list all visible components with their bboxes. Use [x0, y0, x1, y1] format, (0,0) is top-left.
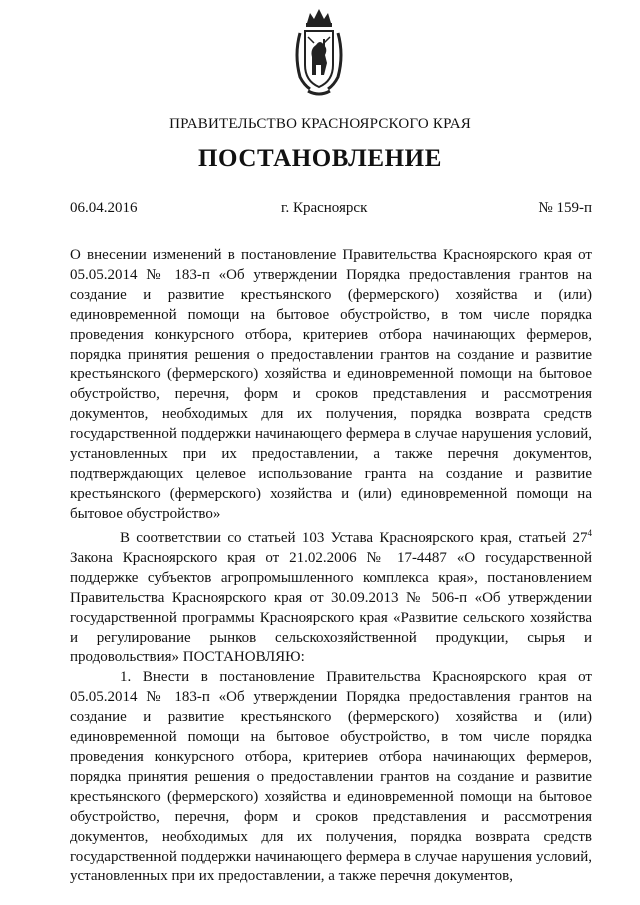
- document-subject: О внесении изменений в постановление Правительства Красноярского края от 05.05.2014 № 183-п «Об утверждении Порядка предоставления грантов на создание и развитие крестьянского (фермерского) хозяйства и (или) единовременной помощи на бытовое обустройство, в том числе порядка проведения конкурсного отбора, критериев отбора начинающих фермеров, порядка принятия решения о предоставлении грантов на создание и развитие крестьянского (фермерского) хозяйства и единовременной помощи на бытовое обустройство, перечня, форм и сроков представления и рассмотрения документов, необходимых для их получения, порядка возврата средств государственной поддержки начинающего фермера в случае нарушения условий, установленных при их предоставлении, а также перечня документов, подтверждающих целевое использование гранта на создание и развитие крестьянского (фермерского) хозяйства и (или) единовременной помощи на бытовое обустройство»: [70, 247, 592, 522]
- document-type-heading: ПОСТАНОВЛЕНИЕ: [197, 145, 443, 172]
- document-meta-row: [70, 200, 592, 222]
- preamble-paragraph: [70, 529, 592, 668]
- document-date: 06.04.2016: [70, 200, 138, 216]
- document-body: [70, 529, 592, 887]
- government-title: ПРАВИТЕЛЬСТВО КРАСНОЯРСКОГО КРАЯ: [169, 116, 471, 132]
- document-number: № 159-п: [538, 200, 592, 216]
- preamble-text-start: В соответствии со статьей 103 Устава Красноярского края, статьей 27: [120, 530, 588, 546]
- article-superscript: 4: [587, 528, 592, 538]
- coat-of-arms-icon: [290, 5, 348, 101]
- document-city: г. Красноярск: [281, 200, 368, 216]
- preamble-text-rest: Закона Красноярского края от 21.02.2006 № 17-4487 «О государственной поддержке субъектов агропромышленного комплекса края», постановлением Правительства Красноярского края от 30.09.2013 № 506-п «Об утверждении государственной программы Красноярского края «Развитие сельского хозяйства и регулирование рынков сельскохозяйственной продукции, сырья и продовольствия» ПОСТАНОВЛЯЮ:: [70, 549, 592, 666]
- item-1-paragraph: 1. Внести в постановление Правительства Красноярского края от 05.05.2014 № 183-п «Об утверждении Порядка предоставления грантов на создание и развитие крестьянского (фермерского) хозяйства и (или) единовременной помощи на бытовое обустройство, в том числе порядка проведения конкурсного отбора, критериев отбора начинающих фермеров, порядка принятия решения о предоставлении грантов на создание и развитие крестьянского (фермерского) хозяйства и единовременной помощи на бытовое обустройство, перечня, форм и сроков представления и рассмотрения документов, необходимых для их получения, порядка возврата средств государственной поддержки начинающего фермера в случае нарушения условий, установленных при их предоставлении, а также перечня документов,: [70, 669, 592, 885]
